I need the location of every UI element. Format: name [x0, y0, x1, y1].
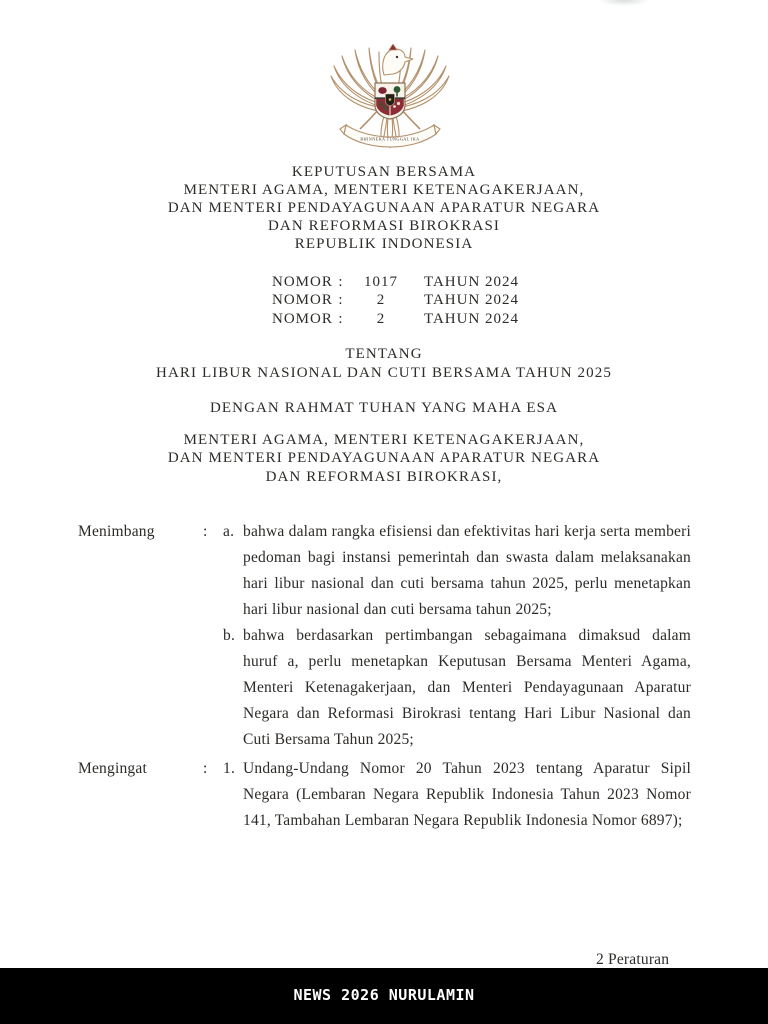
menimbang-item-b: [223, 623, 691, 753]
nomor-value: 1017: [364, 274, 398, 290]
nomor-colon: :: [338, 310, 344, 327]
menimbang-item-a: [223, 519, 691, 623]
mengingat-colon: :: [203, 760, 208, 777]
item-marker: b.: [223, 627, 236, 644]
issuers-block: [0, 431, 768, 486]
garuda-pancasila-icon: [328, 44, 452, 148]
nomor-label: NOMOR: [272, 274, 333, 290]
subject-title: HARI LIBUR NASIONAL DAN CUTI BERSAMA TAHUN 2025: [156, 365, 612, 381]
title-line: KEPUTUSAN BERSAMA: [291, 164, 477, 180]
document-body: [78, 519, 691, 834]
menimbang-label: Menimbang: [78, 523, 155, 540]
decree-number-row: [272, 273, 519, 291]
title-line: REPUBLIK INDONESIA: [294, 236, 474, 252]
menimbang-colon: :: [203, 523, 208, 540]
watermark-bar: [0, 968, 768, 1024]
pancasila-shield: [375, 83, 405, 119]
issuer-line: DAN MENTERI PENDAYAGUNAAN APARATUR NEGARA: [167, 450, 601, 467]
mengingat-item-1: [223, 756, 691, 834]
nomor-colon: :: [338, 292, 344, 309]
garuda-pancasila-emblem: [328, 44, 452, 148]
nomor-year: TAHUN 2024: [424, 274, 520, 290]
watermark-text: NEWS 2026 NURULAMIN: [293, 986, 475, 1004]
clipped-next-item-fragment: 2 Peraturan: [596, 951, 670, 968]
tentang-label: TENTANG: [345, 346, 423, 362]
issuer-line: MENTERI AGAMA, MENTERI KETENAGAKERJAAN,: [183, 432, 585, 448]
issuer-line: DAN REFORMASI BIROKRASI,: [265, 468, 503, 485]
document-title: [0, 163, 768, 253]
nomor-value: 2: [376, 310, 386, 327]
nomor-colon: :: [338, 274, 344, 290]
decree-numbers: [272, 273, 519, 328]
subject-block: [0, 345, 768, 383]
item-text: bahwa dalam rangka efisiensi dan efektivitas hari kerja serta memberi pedoman bagi instansi pemerintah dan swasta dalam melaksanakan hari libur nasional dan cuti bersama tahun 2025, perlu menetapkan hari libur nasional dan cuti bersama tahun 2025;: [243, 523, 691, 618]
title-line: MENTERI AGAMA, MENTERI KETENAGAKERJAAN,: [183, 182, 585, 198]
nomor-value: 2: [376, 292, 386, 309]
title-line: DAN MENTERI PENDAYAGUNAAN APARATUR NEGARA: [167, 200, 601, 216]
decree-number-row: [272, 291, 519, 309]
emblem-motto-text: BHINNEKA TUNGGAL IKA: [360, 136, 420, 142]
item-text: Undang-Undang Nomor 20 Tahun 2023 tentang Aparatur Sipil Negara (Lembaran Negara Republik Indonesia Tahun 2023 Nomor 141, Tambahan Lembaran Negara Republik Indonesia Nomor 6897);: [243, 760, 691, 829]
nomor-year: TAHUN 2024: [424, 292, 520, 309]
invocation: DENGAN RAHMAT TUHAN YANG MAHA ESA: [209, 400, 559, 416]
decree-number-row: [272, 310, 519, 328]
nomor-year: TAHUN 2024: [424, 310, 520, 327]
mengingat-label: Mengingat: [78, 760, 147, 777]
mengingat-section: [78, 756, 691, 834]
item-marker: a.: [223, 523, 235, 540]
menimbang-section: [78, 519, 691, 753]
nomor-label: NOMOR: [272, 310, 333, 327]
nomor-label: NOMOR: [272, 292, 333, 309]
title-line: DAN REFORMASI BIROKRASI: [268, 218, 500, 234]
item-text: bahwa berdasarkan pertimbangan sebagaimana dimaksud dalam huruf a, perlu menetapkan Keputusan Bersama Menteri Agama, Menteri Ketenagakerjaan, dan Menteri Pendayagunaan Aparatur Negara dan Reformasi Birokrasi tentang Hari Libur Nasional dan Cuti Bersama Tahun 2025;: [243, 627, 691, 748]
item-marker: 1.: [223, 760, 236, 777]
scan-artifact-smudge: [598, 0, 650, 6]
